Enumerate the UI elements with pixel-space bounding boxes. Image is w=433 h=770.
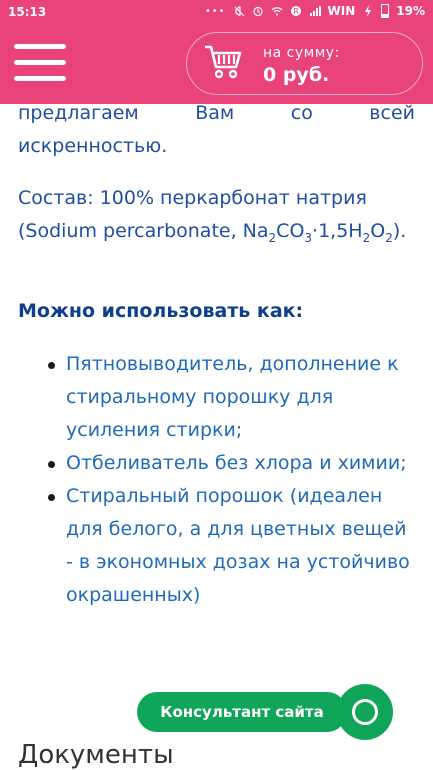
status-icons (205, 4, 425, 18)
charging-icon (362, 5, 374, 17)
chat-icon[interactable] (337, 684, 393, 740)
signal-icon (309, 5, 321, 17)
cart-sum-value: 0 руб. (263, 64, 330, 86)
product-description (0, 104, 433, 770)
battery-icon (381, 4, 389, 18)
hamburger-icon[interactable] (14, 44, 66, 82)
formula-part: O (370, 220, 386, 242)
intro-text-line1: предлагаем Вам со всей (18, 104, 415, 124)
documents-heading: Документы (18, 740, 174, 770)
formula-sub: 2 (362, 230, 371, 245)
consultant-widget[interactable] (137, 684, 411, 740)
formula-part: ). (392, 220, 407, 242)
mute-icon (233, 5, 245, 17)
formula-sub: 2 (268, 230, 277, 245)
list-item[interactable]: Стиральный порошок (идеален для белого, а для цветных вещей - в экономных дозах на устойчиво окрашенных) (0, 480, 433, 612)
usage-heading: Можно использовать как: (18, 300, 304, 322)
carrier-label: WIN (327, 4, 356, 18)
formula-part: ·1,5H (312, 220, 363, 242)
formula-sub: 3 (304, 230, 313, 245)
intro-text-line2: искренностью. (18, 135, 168, 157)
list-item[interactable]: Пятновыводитель, дополнение к стиральному порошку для усиления стирки; (0, 348, 433, 447)
cart-icon (203, 41, 245, 83)
status-time: 15:13 (8, 5, 47, 19)
battery-percent: 19% (396, 4, 425, 18)
cart-sum-label: на сумму: (263, 45, 340, 61)
consultant-button[interactable]: Консультант сайта (137, 692, 347, 732)
svg-text:R: R (292, 7, 299, 16)
composition-main: Состав: 100% перкарбонат натрия (Sodium percarbonate, Na (18, 187, 367, 242)
composition-text (18, 182, 418, 255)
more-dots-icon: ••• (204, 5, 226, 17)
wifi-icon (271, 5, 283, 17)
cart-button[interactable] (186, 32, 423, 95)
site-header (0, 24, 433, 104)
usage-list (0, 348, 433, 612)
formula-sub: 2 (385, 230, 393, 245)
status-bar (0, 0, 433, 24)
list-item[interactable]: Отбеливатель без хлора и химии; (0, 447, 433, 480)
formula-part: CO (276, 220, 305, 242)
registered-icon (290, 5, 302, 17)
alarm-icon (252, 5, 264, 17)
